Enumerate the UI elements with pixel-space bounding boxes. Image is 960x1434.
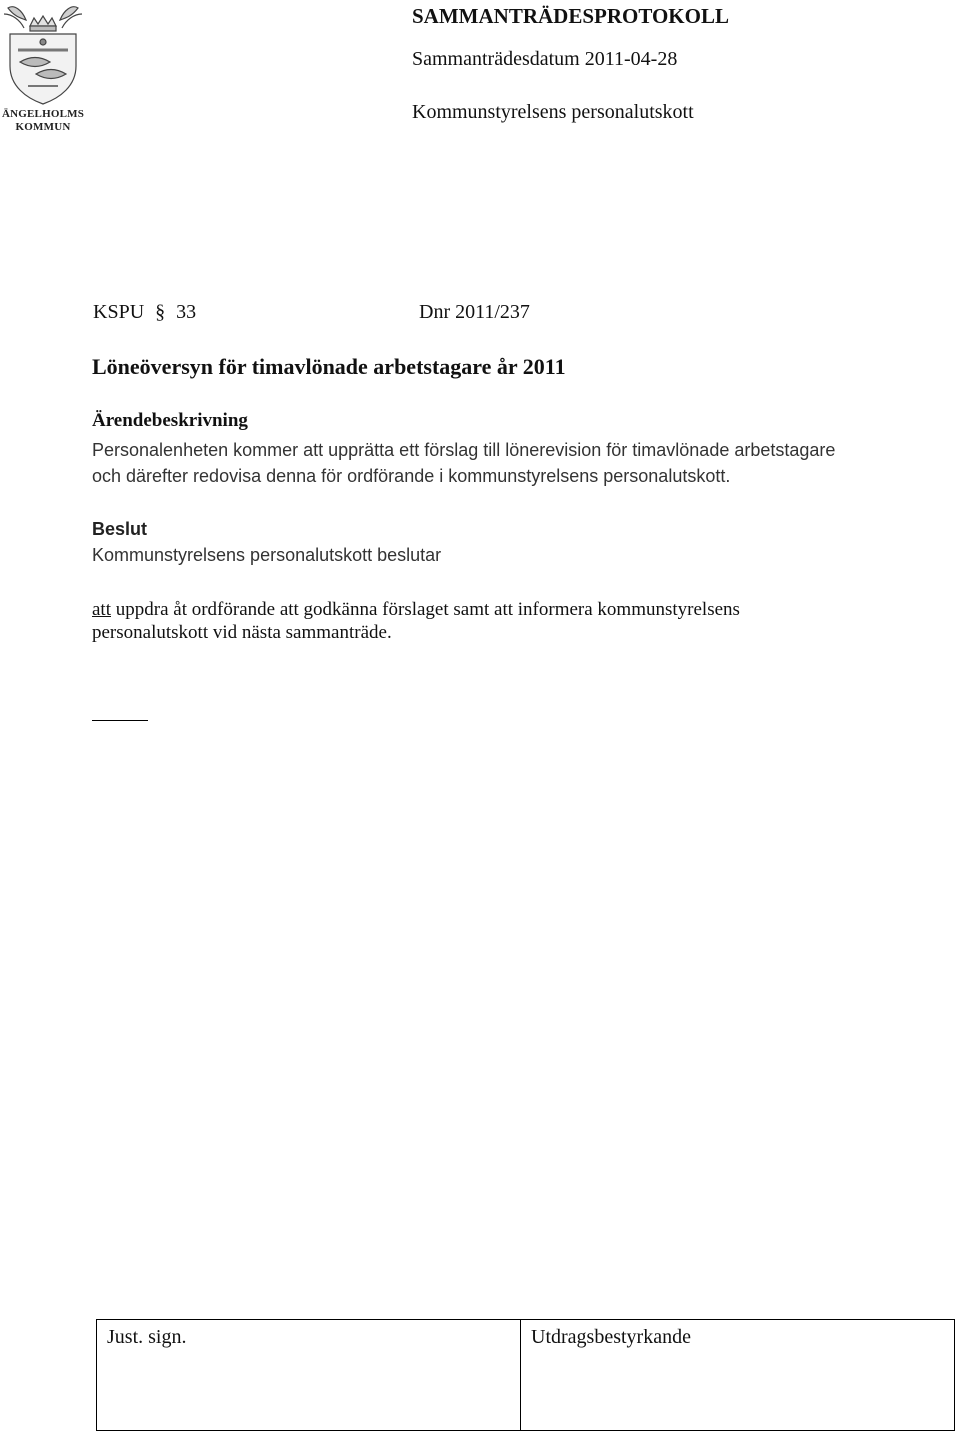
description-line-2: och därefter redovisa denna för ordförande i kommunstyrelsens personalutskott. [92, 466, 731, 486]
decision-line-1-rest: uppdra åt ordförande att godkänna förslaget samt att informera kommunstyrelsens [111, 599, 740, 620]
case-reference [93, 301, 196, 324]
logo-line-2: KOMMUN [15, 121, 71, 133]
adjuster-signature-label: Just. sign. [107, 1326, 187, 1348]
decision-line-2: personalutskott vid nästa sammanträde. [92, 622, 392, 643]
certification-label: Utdragsbestyrkande [531, 1326, 691, 1348]
meeting-date: Sammanträdesdatum 2011-04-28 [412, 48, 678, 70]
decision-keyword: att [92, 599, 111, 620]
municipality-crest [0, 0, 90, 136]
diary-number: Dnr 2011/237 [419, 301, 530, 323]
end-rule [92, 720, 148, 721]
description-heading: Ärendebeskrivning [92, 410, 248, 431]
case-number: KSPU [93, 301, 145, 323]
decision-heading: Beslut [92, 519, 148, 539]
paragraph-sign: § [155, 301, 166, 323]
case-title: Löneöversyn för timavlönade arbetstagare år 2011 [92, 354, 566, 379]
signature-box [96, 1319, 955, 1431]
decision-intro: Kommunstyrelsens personalutskott beslutar [92, 545, 442, 565]
document-type-title: SAMMANTRÄDESPROTOKOLL [412, 4, 729, 28]
coat-of-arms-icon [0, 0, 86, 108]
signature-divider [520, 1320, 521, 1430]
description-line-1: Personalenheten kommer att upprätta ett förslag till lönerevision för timavlönade arbetstagare [92, 440, 836, 460]
decision-text [92, 598, 952, 644]
paragraph-number: 33 [176, 301, 197, 323]
logo-line-1: ÄNGELHOLMS [1, 108, 85, 120]
decision-line-1 [92, 598, 952, 621]
committee-name: Kommunstyrelsens personalutskott [412, 101, 694, 123]
